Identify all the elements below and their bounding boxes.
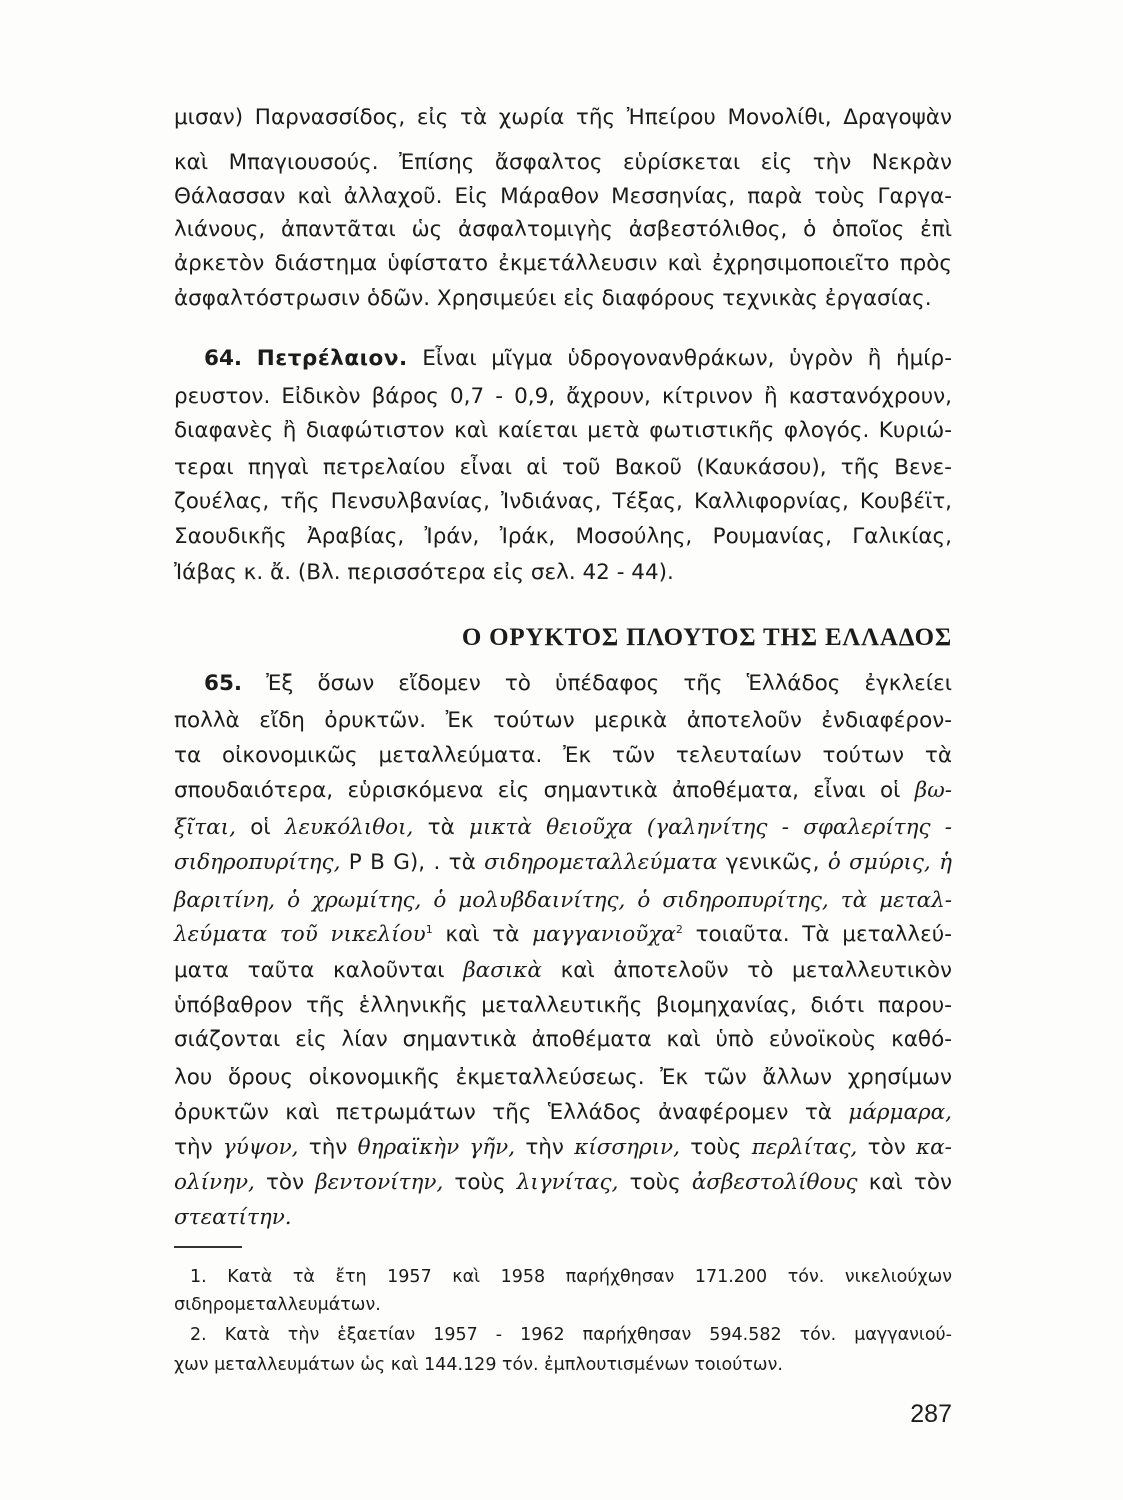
- section-65-first-line: [204, 666, 952, 702]
- section-text: Εἶναι μῖγμα ὑδρογονανθράκων, ὑγρὸν ἢ ἡμίρ-: [422, 346, 952, 371]
- text-run: ματα ταῦτα καλοῦνται: [174, 958, 445, 983]
- text-run: οἱ: [250, 815, 271, 840]
- page-number: 287: [910, 1400, 952, 1428]
- italic-run: λευκόλιθοι,: [284, 815, 414, 840]
- text-run: τὸν: [867, 1135, 906, 1160]
- paragraph-line: ζουέλας, τῆς Πενσυλβανίας, Ἰνδιάνας, Τέξας, Καλλιφορνίας, Κουβέϊτ,: [174, 489, 952, 514]
- footnote-ref[interactable]: 2: [675, 923, 683, 936]
- text-run: τοὺς: [454, 1170, 506, 1195]
- italic-run: βαριτίνη, ὁ χρωμίτης, ὁ μολυβδαινίτης, ὁ σιδηροπυρίτης, τὰ μεταλ-: [174, 888, 952, 913]
- text-run: τὸν: [265, 1170, 305, 1195]
- text-run: τὴν: [525, 1135, 564, 1160]
- italic-run: μαγγανιοῦχα: [532, 922, 676, 947]
- italic-run: ὁ σμύρις, ἡ: [827, 850, 952, 875]
- italic-run: βασικὰ: [463, 958, 542, 983]
- footnote-divider: [174, 1246, 242, 1248]
- text-run: τοὺς: [629, 1170, 681, 1195]
- paragraph-line: λου ὅρους οἰκονομικῆς ἐκμεταλλεύσεως. Ἐκ τῶν ἄλλων χρησίμων: [174, 1065, 952, 1090]
- text-run: καὶ τὸν: [868, 1170, 953, 1195]
- section-heading: Ο ΟΡΥΚΤΟΣ ΠΛΟΥΤΟΣ ΤΗΣ ΕΛΛΑΔΟΣ: [461, 624, 952, 651]
- italic-run: περλίτας,: [751, 1135, 858, 1160]
- text-run: τὴν: [174, 1135, 213, 1160]
- paragraph-line: [174, 1165, 952, 1201]
- paragraph-line: [174, 883, 952, 919]
- paragraph-line: ὑπόβαθρον τῆς ἑλληνικῆς μεταλλευτικῆς βιομηχανίας, διότι παρου-: [174, 993, 952, 1018]
- paragraph-line: Σαουδικῆς Ἀραβίας, Ἰράν, Ἰράκ, Μοσούλης, Ρουμανίας, Γαλικίας,: [174, 524, 952, 549]
- text-run: καὶ ἀποτελοῦν τὸ μεταλλευτικὸν: [560, 958, 953, 983]
- text-run: γενικῶς,: [725, 850, 820, 875]
- text-run: ὀρυκτῶν καὶ πετρωμάτων τῆς Ἑλλάδος ἀναφέρομεν τὰ: [174, 1100, 832, 1125]
- section-text: Ἐξ ὅσων εἴδομεν τὸ ὑπέδαφος τῆς Ἑλλάδος ἐγκλείει: [266, 671, 952, 696]
- paragraph-line: διαφανὲς ἢ διαφώτιστον καὶ καίεται μετὰ φωτιστικῆς φλογός. Κυριώ-: [174, 418, 952, 443]
- footnote-1: 1. Κατὰ τὰ ἔτη 1957 καὶ 1958 παρήχθησαν 171.200 τόν. νικελιούχων: [190, 1267, 952, 1287]
- paragraph-line: καὶ Μπαγιουσούς. Ἐπίσης ἄσφαλτος εὑρίσκεται εἰς τὴν Νεκρὰν: [174, 150, 952, 175]
- footnote-2-continued: χων μεταλλευμάτων ὡς καὶ 144.129 τόν. ἐμπλουτισμένων τοιούτων.: [174, 1355, 783, 1375]
- paragraph-line: [174, 773, 952, 809]
- paragraph-line: λιάνους, ἀπαντᾶται ὡς ἀσφαλτομιγὴς ἀσβεστόλιθος, ὁ ὁποῖος ἐπὶ: [174, 217, 952, 242]
- section-number: 65.: [204, 671, 243, 696]
- italic-run: ξῖται,: [174, 815, 236, 840]
- paragraph-line: τεραι πηγαὶ πετρελαίου εἶναι αἱ τοῦ Βακοῦ (Καυκάσου), τῆς Βενε-: [174, 455, 952, 480]
- text-run: P B G), . τὰ: [348, 850, 476, 875]
- italic-run: γύψον,: [222, 1135, 299, 1160]
- italic-run: ἀσβεστολίθους: [691, 1170, 858, 1195]
- paragraph-line: πολλὰ εἴδη ὀρυκτῶν. Ἐκ τούτων μερικὰ ἀποτελοῦν ἐνδιαφέρον-: [174, 708, 952, 733]
- text-run: τὰ: [427, 815, 455, 840]
- italic-run: βεντονίτην,: [315, 1170, 444, 1195]
- paragraph-line: σιάζονται εἰς λίαν σημαντικὰ ἀποθέματα καὶ ὑπὸ εὐνοϊκοὺς καθό-: [174, 1027, 952, 1052]
- paragraph-line: Ἰάβας κ. ἄ. (Βλ. περισσότερα εἰς σελ. 42 - 44).: [174, 560, 674, 585]
- paragraph-line: ἀρκετὸν διάστημα ὑφίστατο ἐκμετάλλευσιν καὶ ἐχρησιμοποιεῖτο πρὸς: [174, 251, 952, 276]
- paragraph-line: [174, 1130, 952, 1166]
- paragraph-line: [174, 810, 952, 846]
- italic-run: βω-: [914, 778, 952, 803]
- italic-run: λιγνίτας,: [516, 1170, 619, 1195]
- paragraph-line: ρευστον. Εἰδικὸν βάρος 0,7 - 0,9, ἄχρουν, κίτρινον ἢ καστανόχρουν,: [174, 384, 952, 409]
- italic-run: σιδηρομεταλλεύματα: [484, 850, 718, 875]
- paragraph-line: [174, 1200, 952, 1236]
- paragraph-line: τα οἰκονομικῶς μεταλλεύματα. Ἐκ τῶν τελευταίων τούτων τὰ: [174, 743, 952, 768]
- section-term: Πετρέλαιον.: [256, 346, 408, 371]
- paragraph-line: [174, 845, 952, 881]
- paragraph-line: ἀσφαλτόστρωσιν ὁδῶν. Χρησιμεύει εἰς διαφόρους τεχνικὰς ἐργασίας.: [174, 286, 932, 311]
- paragraph-line: [174, 953, 952, 989]
- section-64-first-line: [204, 341, 952, 377]
- italic-run: κίσσηριν,: [574, 1135, 680, 1160]
- text-run: καὶ τὰ: [445, 922, 520, 947]
- paragraph-line: [174, 917, 952, 953]
- text-run: τοιαῦτα. Τὰ μεταλλεύ-: [695, 922, 952, 947]
- text-run: τοὺς: [690, 1135, 742, 1160]
- italic-run: σιδηροπυρίτης,: [174, 850, 341, 875]
- section-number: 64.: [204, 346, 243, 371]
- footnote-ref[interactable]: 1: [425, 923, 433, 936]
- italic-run: μάρμαρα,: [848, 1100, 952, 1125]
- italic-run: στεατίτην.: [174, 1205, 292, 1230]
- paragraph-line: [174, 1095, 952, 1131]
- footnote-2: 2. Κατὰ τὴν ἑξαετίαν 1957 - 1962 παρήχθησαν 594.582 τόν. μαγγανιού-: [190, 1325, 952, 1345]
- italic-run: λεύματα τοῦ νικελίου: [174, 922, 426, 947]
- paragraph-line: μισαν) Παρνασσίδος, εἰς τὰ χωρία τῆς Ἠπείρου Μονολίθι, Δραγοψὰν: [174, 105, 952, 130]
- text-run: τὴν: [308, 1135, 348, 1160]
- italic-run: ολίνην,: [174, 1170, 255, 1195]
- footnote-1-continued: σιδηρομεταλλευμάτων.: [174, 1295, 381, 1315]
- italic-run: μικτὰ θειοῦχα (γαληνίτης - σφαλερίτης -: [469, 815, 953, 840]
- italic-run: θηραϊκὴν γῆν,: [357, 1135, 516, 1160]
- italic-run: κα-: [916, 1135, 952, 1160]
- paragraph-line: Θάλασσαν καὶ ἀλλαχοῦ. Εἰς Μάραθον Μεσσηνίας, παρὰ τοὺς Γαργα-: [174, 184, 952, 209]
- text-run: σπουδαιότερα, εὑρισκόμενα εἰς σημαντικὰ ἀποθέματα, εἶναι οἱ: [174, 778, 901, 803]
